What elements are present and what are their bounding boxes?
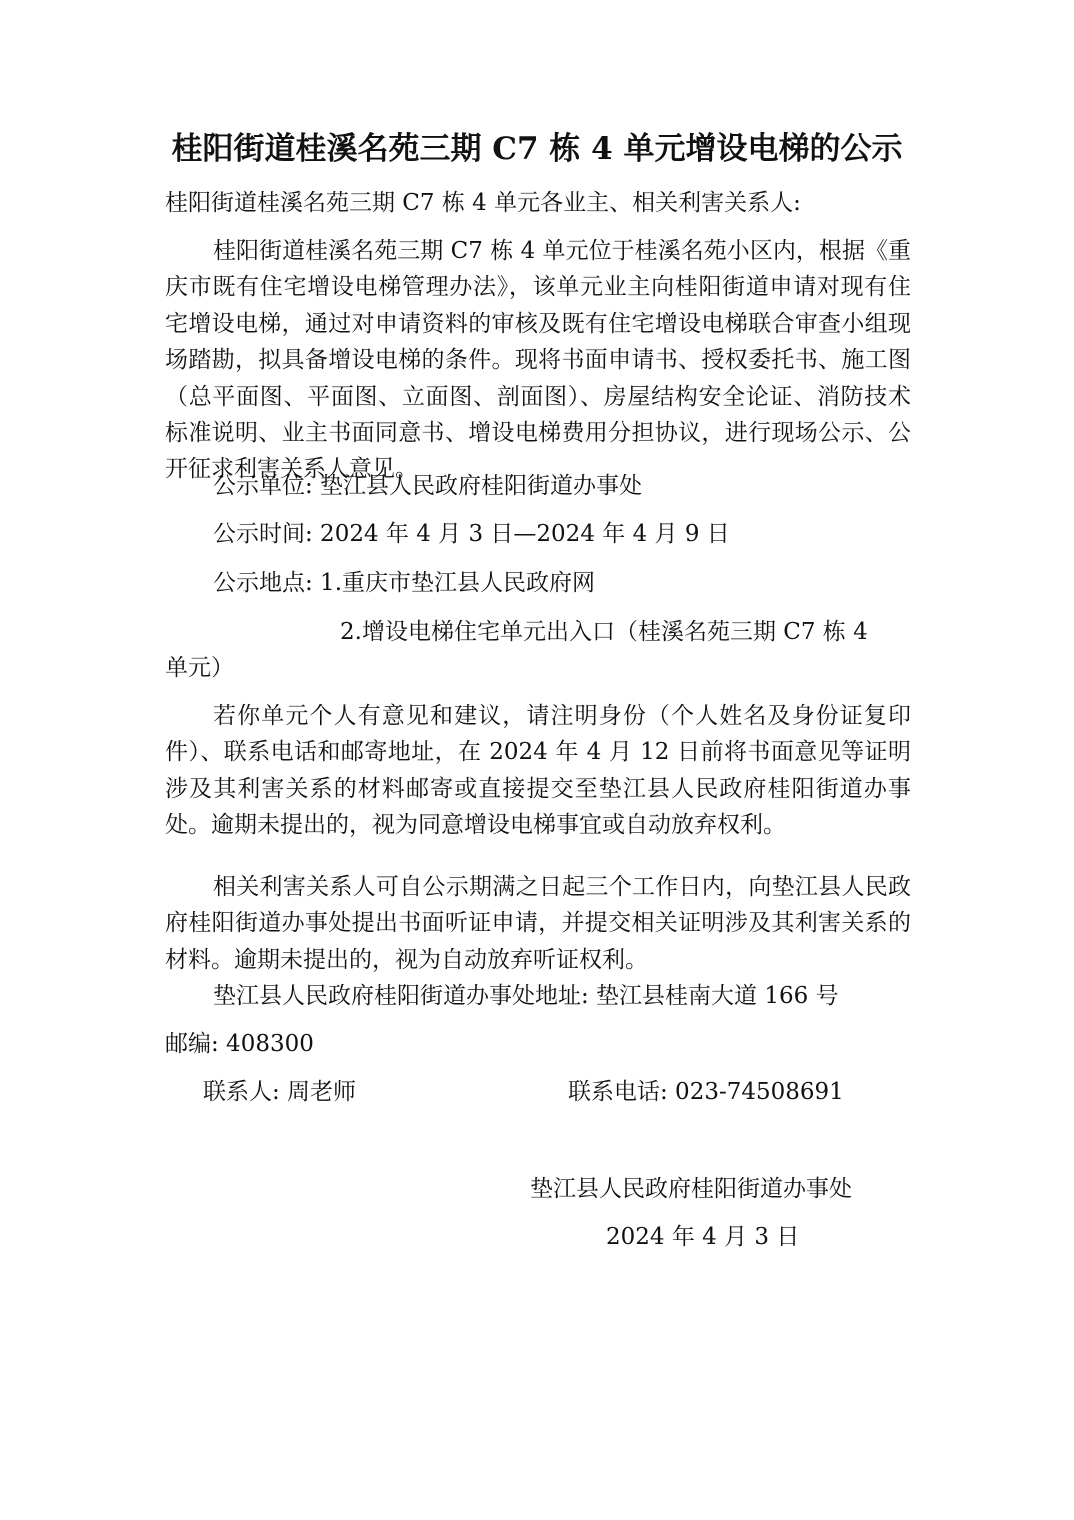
notice-place-line-2-cont: 单元） [165, 655, 234, 681]
contact-phone: 联系电话: 023-74508691 [568, 1079, 844, 1105]
paragraph-opinions: 若你单元个人有意见和建议，请注明身份（个人姓名及身份证复印件）、联系电话和邮寄地址，在 2024 年 4 月 12 日前将书面意见等证明涉及其利害关系的材料邮寄或直接提交至垫江县人民政府桂阳街道办事处。逾期未提出的，视为同意增设电梯事宜或自动放弃权利。 [165, 703, 911, 839]
notice-place-line-2: 2.增设电梯住宅单元出入口（桂溪名苑三期 C7 栋 4 [340, 619, 868, 645]
notice-place-line-1: 公示地点: 1.重庆市垫江县人民政府网 [213, 570, 596, 596]
signature-date: 2024 年 4 月 3 日 [606, 1224, 800, 1250]
document-title: 桂阳街道桂溪名苑三期 C7 栋 4 单元增设电梯的公示 [171, 131, 903, 167]
paragraph-hearing: 相关利害关系人可自公示期满之日起三个工作日内，向垫江县人民政府桂阳街道办事处提出书面听证申请，并提交相关证明涉及其利害关系的材料。逾期未提出的，视为自动放弃听证权利。 [165, 874, 911, 973]
postcode-line: 邮编: 408300 [165, 1031, 314, 1057]
notice-unit-line: 公示单位: 垫江县人民政府桂阳街道办事处 [213, 473, 643, 499]
salutation: 桂阳街道桂溪名苑三期 C7 栋 4 单元各业主、相关利害关系人: [165, 190, 801, 216]
paragraph-main: 桂阳街道桂溪名苑三期 C7 栋 4 单元位于桂溪名苑小区内，根据《重庆市既有住宅增设电梯管理办法》，该单元业主向桂阳街道申请对现有住宅增设电梯，通过对申请资料的审核及既有住宅增设电梯联合审查小组现场踏勘，拟具备增设电梯的条件。现将书面申请书、授权委托书、施工图（总平面图、平面图、立面图、剖面图）、房屋结构安全论证、消防技术标准说明、业主书面同意书、增设电梯费用分担协议，进行现场公示、公开征求利害关系人意见。 [165, 238, 911, 483]
notice-time-line: 公示时间: 2024 年 4 月 3 日—2024 年 4 月 9 日 [213, 521, 730, 547]
signature-organization: 垫江县人民政府桂阳街道办事处 [530, 1176, 852, 1202]
office-address-line: 垫江县人民政府桂阳街道办事处地址: 垫江县桂南大道 166 号 [213, 983, 839, 1009]
contact-person: 联系人: 周老师 [203, 1079, 357, 1105]
